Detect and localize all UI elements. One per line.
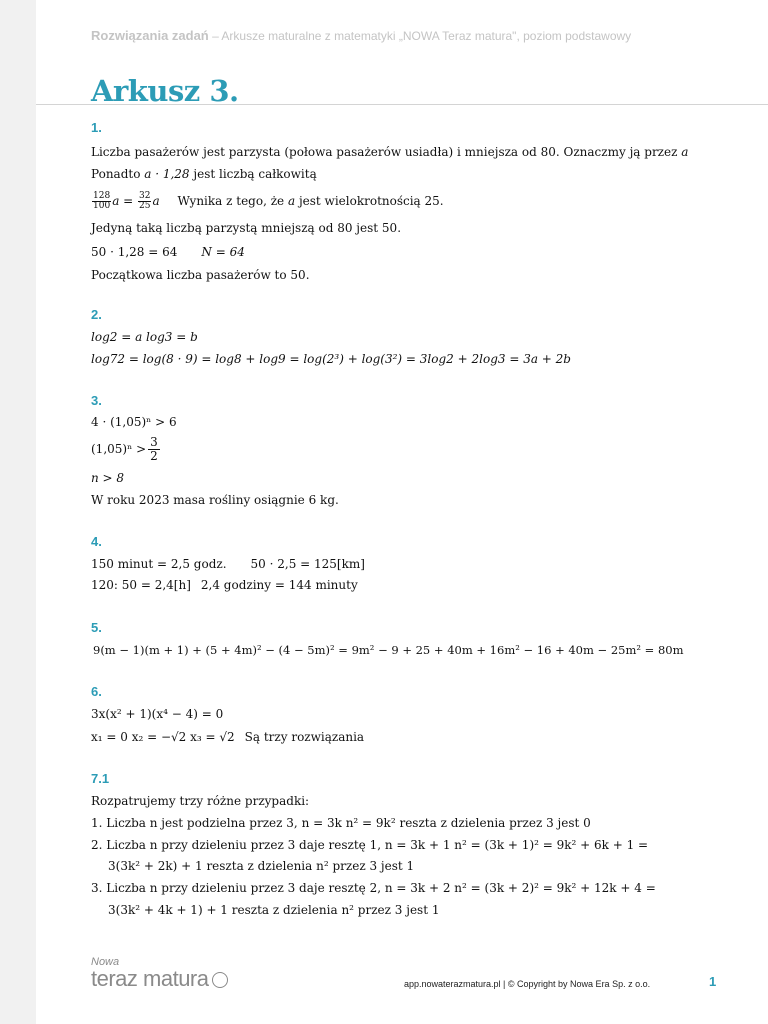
logo-name: teraz matura [91,966,209,991]
page-title: Arkusz 3. [91,74,239,108]
math: 50 · 1,28 = 64 [91,245,178,259]
section-4-line-1 [91,556,365,572]
section-number-1: 1. [91,120,102,135]
section-number-4: 4. [91,534,102,549]
section-2-line-1: log2 = a log3 = b [91,330,198,344]
section-1-line-1 [91,144,688,160]
math: x₁ = 0 x₂ = −√2 x₃ = √2 [91,730,235,744]
footer-credits: app.nowaterazmatura.pl | © Copyright by Nowa Era Sp. z o.o. [404,979,651,989]
running-header [91,28,631,43]
denominator: 100 [93,201,111,211]
section-1-line-4: Jedyną taką liczbą parzystą mniejszą od 80 jest 50. [91,221,402,235]
section-6-line-1: 3x(x² + 1)(x⁴ − 4) = 0 [91,707,224,721]
section-5-line-1: 9(m − 1)(m + 1) + (5 + 4m)² − (4 − 5m)² = 9m² − 9 + 25 + 40m + 16m² − 16 + 40m − 25m² = 80m [93,643,684,657]
section-3-line-4: W roku 2023 masa rośliny osiągnie 6 kg. [91,493,339,507]
text: Ponadto [91,167,145,181]
text: jest wielokrotnością 25. [295,194,444,208]
text: jest liczbą całkowitą [189,167,317,181]
denominator: 25 [139,201,151,211]
math: a [681,145,689,159]
text: Wynika z tego, że [177,194,288,208]
text: reszta z dzielenia [202,859,317,873]
section-7-line-2 [91,815,591,831]
section-1-line-6: Początkowa liczba pasażerów to 50. [91,268,310,282]
section-1-line-2 [91,166,317,182]
text: 1. Liczba n jest podzielna przez 3, [91,816,302,830]
brand-logo [91,956,228,991]
section-number-6: 6. [91,684,102,699]
math: n = 3k + 1 n² = (3k + 1)² = 9k² + 6k + 1 = [384,838,649,852]
math: 3(3k² + 2k) + 1 [108,859,203,873]
math: 50 · 2,5 = 125[km] [250,557,365,571]
section-3-line-1: 4 · (1,05)ⁿ > 6 [91,415,177,429]
document-page [36,0,768,1024]
text: 3. Liczba n przy dzieleniu przez 3 daje resztę 2, [91,881,385,895]
section-7-line-5 [91,880,656,896]
text: reszta z dzielenia przez 3 jest 0 [395,816,591,830]
fraction [148,436,160,463]
section-1-line-3 [91,192,444,211]
section-6-line-2 [91,729,364,745]
section-number-7-1: 7.1 [91,771,110,786]
section-number-3: 3. [91,393,102,408]
text: 2. Liczba n przy dzieleniu przez 3 daje resztę 1, [91,838,385,852]
section-7-line-1: Rozpatrujemy trzy różne przypadki: [91,794,310,808]
text: Liczba pasażerów jest parzysta (połowa pasażerów usiadła) i mniejsza od 80. Oznaczmy ją przez [91,145,682,159]
math: a · 1,28 [144,167,190,181]
fraction [138,192,151,211]
section-2-line-2: log72 = log(8 · 9) = log8 + log9 = log(2³) + log(3²) = 3log2 + 2log3 = 3a + 2b [91,352,571,366]
numerator: 128 [93,191,111,201]
math: 150 minut = 2,5 godz. [91,557,227,571]
math: n² [341,903,354,917]
text: reszta z dzielenia [227,903,342,917]
numerator: 3 [150,435,158,449]
text: Są trzy rozwiązania [244,730,365,744]
page-number: 1 [709,974,717,989]
section-3-line-3: n > 8 [91,471,125,485]
math: (1,05)ⁿ > [91,442,147,456]
math: n = 3k n² = 9k² [301,816,396,830]
section-number-5: 5. [91,620,102,635]
math: N = 64 [201,245,245,259]
text: przez 3 jest 1 [328,859,415,873]
section-7-line-4 [108,858,414,874]
math: 120: 50 = 2,4[h] [91,578,191,592]
section-3-line-2 [91,436,162,463]
header-subtitle: – Arkusze maturalne z matematyki „NOWA Teraz matura", poziom podstawowy [208,29,632,43]
text: przez 3 jest 1 [353,903,440,917]
section-4-line-2 [91,577,358,593]
lightbulb-icon [212,972,228,988]
numerator: 32 [139,191,151,201]
math: 2,4 godziny = 144 minuty [200,578,358,592]
math: 3(3k² + 4k + 1) + 1 [108,903,228,917]
denominator: 2 [150,449,158,463]
math: a = [112,194,138,208]
header-title: Rozwiązania zadań [91,28,209,43]
header-divider [36,104,768,105]
fraction [92,192,111,211]
math: a [287,194,296,208]
section-number-2: 2. [91,307,102,322]
math: n² [316,859,329,873]
section-1-line-5 [91,244,245,260]
math: a [152,194,160,208]
math: n = 3k + 2 n² = (3k + 2)² = 9k² + 12k + 4 = [384,881,656,895]
section-7-line-6 [108,902,439,918]
section-7-line-3 [91,837,648,853]
logo-prefix: Nowa [91,956,120,968]
